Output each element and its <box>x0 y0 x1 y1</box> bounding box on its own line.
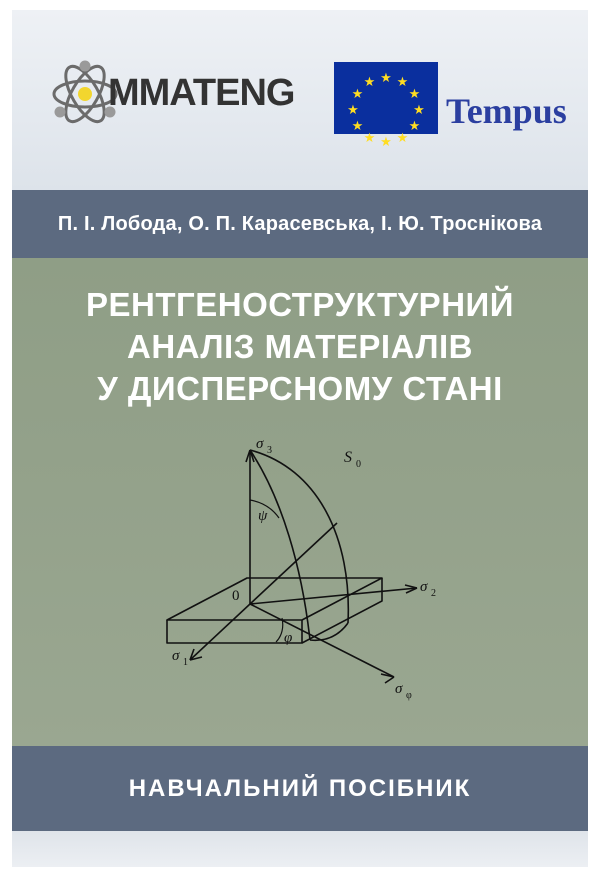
title-line-2: АНАЛІЗ МАТЕРІАЛІВ <box>127 328 473 365</box>
subtitle-text: НАВЧАЛЬНИЙ ПОСІБНИК <box>128 774 472 802</box>
title-panel <box>12 258 588 746</box>
authors-text: П. І. Лобода, О. П. Карасевська, І. Ю. Троснікова <box>57 212 543 235</box>
mmateng-wordmark: MMATENG <box>108 72 295 114</box>
tempus-wordmark: Tempus <box>446 91 567 131</box>
bottom-band <box>12 831 588 867</box>
svg-text:φ: φ <box>284 630 293 646</box>
svg-text:2: 2 <box>431 588 436 599</box>
title-line-1: РЕНТГЕНОСТРУКТУРНИЙ <box>86 286 514 323</box>
svg-text:0: 0 <box>232 588 240 604</box>
page-title <box>12 284 588 410</box>
svg-text:S: S <box>344 449 352 466</box>
mmateng-logo <box>50 58 295 128</box>
svg-text:φ: φ <box>406 690 412 701</box>
logo-band <box>12 10 588 190</box>
svg-text:0: 0 <box>356 459 361 470</box>
svg-text:σ: σ <box>395 681 403 697</box>
svg-text:σ: σ <box>256 436 264 452</box>
subtitle-band <box>12 746 588 831</box>
svg-text:σ: σ <box>172 648 180 664</box>
stress-tensor-diagram <box>132 428 472 718</box>
svg-text:1: 1 <box>183 657 188 668</box>
svg-text:3: 3 <box>267 445 272 456</box>
tempus-logo <box>334 62 567 149</box>
svg-text:ψ: ψ <box>258 508 268 524</box>
authors-band <box>12 190 588 258</box>
eu-flag-icon: ★ ★ ★ ★ ★ ★ ★ ★ ★ ★ ★ ★ <box>334 62 438 134</box>
svg-text:σ: σ <box>420 579 428 595</box>
title-line-3: У ДИСПЕРСНОМУ СТАНІ <box>97 370 503 407</box>
cover-canvas <box>12 10 588 867</box>
